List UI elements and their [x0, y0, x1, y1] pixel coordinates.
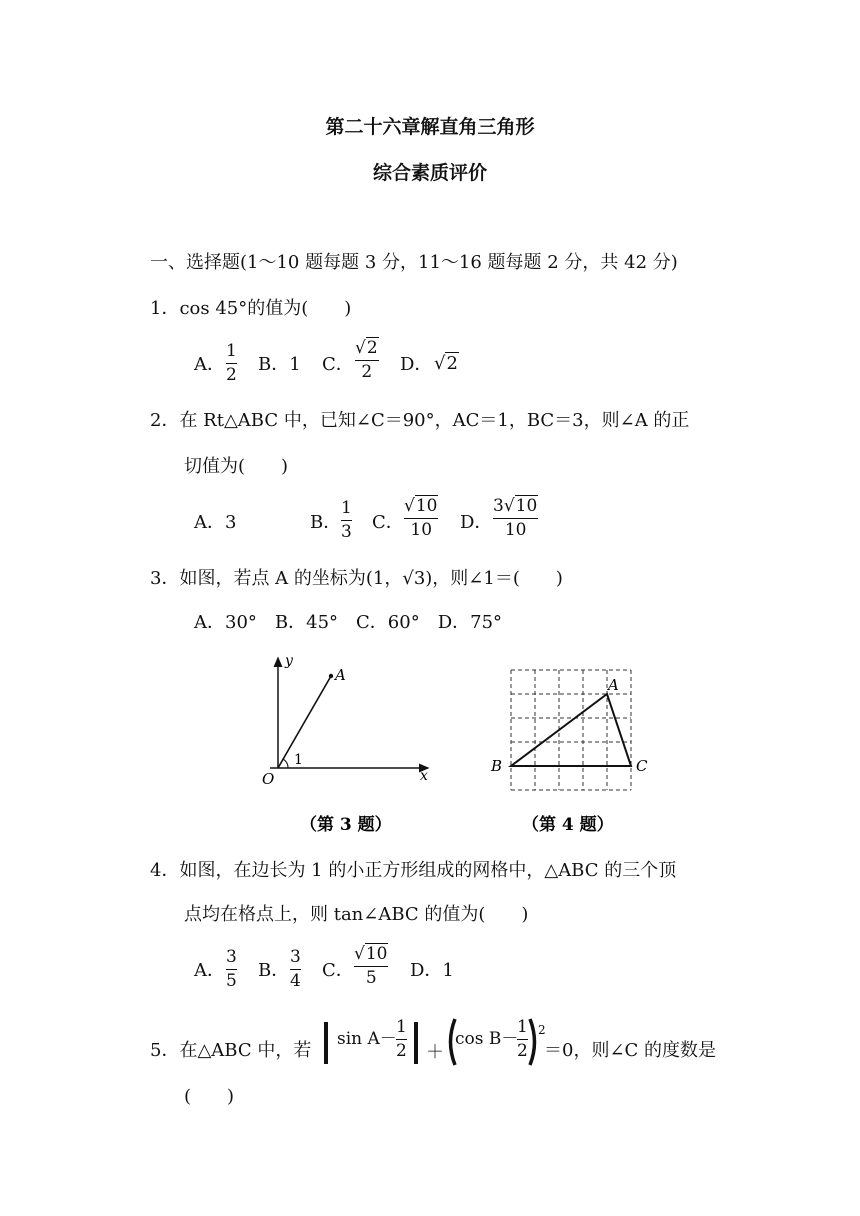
q5-square-exponent: 2 — [538, 1023, 546, 1037]
vertex-a-label: A — [608, 676, 619, 694]
q3-options: A．30° B．45° C．60° D．75° — [194, 612, 503, 633]
x-axis-label: x — [420, 768, 428, 784]
q4-option-b-fraction: 3 4 — [290, 947, 301, 991]
q4-stem-line2: 点均在格点上，则 tan∠ABC 的值为( ) — [184, 904, 529, 925]
q1-option-a-fraction: 1 2 — [226, 341, 237, 385]
point-a — [329, 674, 333, 678]
q5-stem-suffix: ＝0，则∠C 的度数是 — [544, 1040, 717, 1061]
angle-label: 1 — [294, 752, 303, 768]
q1-option-a-label: A． — [194, 354, 225, 375]
q5-sin-fraction: 1 2 — [396, 1017, 407, 1061]
vertex-c-label: C — [636, 757, 648, 775]
q5-answer-blank: ( ) — [184, 1086, 235, 1107]
point-a-label: A — [335, 666, 346, 684]
page-title: 第二十六章解直角三角形 — [325, 116, 535, 138]
vertex-b-label: B — [491, 757, 503, 775]
q4-option-c-fraction: √10 5 — [354, 944, 388, 988]
q2-option-c-fraction: √10 10 — [404, 496, 438, 540]
q1-stem: 1．cos 45°的值为( ) — [150, 298, 352, 319]
angle-arc — [283, 759, 288, 768]
q5-stem-prefix: 5．在△ABC 中，若 — [150, 1040, 312, 1061]
q2-option-d-fraction: 3√10 10 — [493, 496, 538, 540]
q1-option-c-fraction: √2 2 — [355, 338, 378, 382]
q2-option-c-label: C． — [372, 512, 404, 533]
figure-4 — [480, 660, 660, 840]
page-subtitle: 综合素质评价 — [372, 162, 487, 184]
q1-option-c-label: C． — [322, 354, 354, 375]
q5-sin-term: sin A－ — [337, 1029, 397, 1049]
figure-3 — [250, 648, 440, 838]
q4-option-b-label: B． — [258, 960, 290, 981]
q2-stem-line1: 2．在 Rt△ABC 中，已知∠C＝90°，AC＝1，BC＝3，则∠A 的正 — [150, 410, 690, 431]
figure-3-caption: （第 3 题） — [300, 815, 392, 835]
q5-cos-fraction: 1 2 — [517, 1017, 528, 1061]
q4-option-d: D．1 — [410, 960, 454, 981]
q2-option-b-label: B． — [310, 512, 342, 533]
q4-option-a-fraction: 3 5 — [226, 947, 237, 991]
triangle-abc — [511, 694, 631, 766]
q1-option-b: B．1 — [258, 354, 301, 375]
section-header: 一、选择题(1～10 题每题 3 分，11～16 题每题 2 分，共 42 分) — [150, 252, 678, 273]
q4-option-a-label: A． — [194, 960, 225, 981]
q1-option-d-label: D． — [400, 354, 433, 375]
q2-option-d-label: D． — [460, 512, 493, 533]
q5-plus: ＋ — [426, 1042, 444, 1063]
q2-stem-line2: 切值为( ) — [184, 456, 289, 477]
q1-option-d-value: √2 — [434, 353, 458, 374]
abs-bar-right — [414, 1022, 418, 1064]
origin-label: O — [262, 770, 275, 788]
segment-oa — [278, 676, 331, 768]
q2-option-b-fraction: 1 3 — [341, 498, 352, 542]
q4-stem-line1: 4．如图，在边长为 1 的小正方形组成的网格中，△ABC 的三个顶 — [150, 860, 677, 881]
q4-option-c-label: C． — [322, 960, 354, 981]
y-axis-label: y — [285, 653, 293, 669]
figure-4-caption: （第 4 题） — [522, 815, 614, 835]
q2-option-a: A．3 — [194, 512, 237, 533]
q5-cos-term: cos B－ — [455, 1029, 519, 1049]
q3-stem: 3．如图，若点 A 的坐标为(1，√3)，则∠1＝( ) — [150, 568, 563, 589]
abs-bar-left — [324, 1022, 328, 1064]
